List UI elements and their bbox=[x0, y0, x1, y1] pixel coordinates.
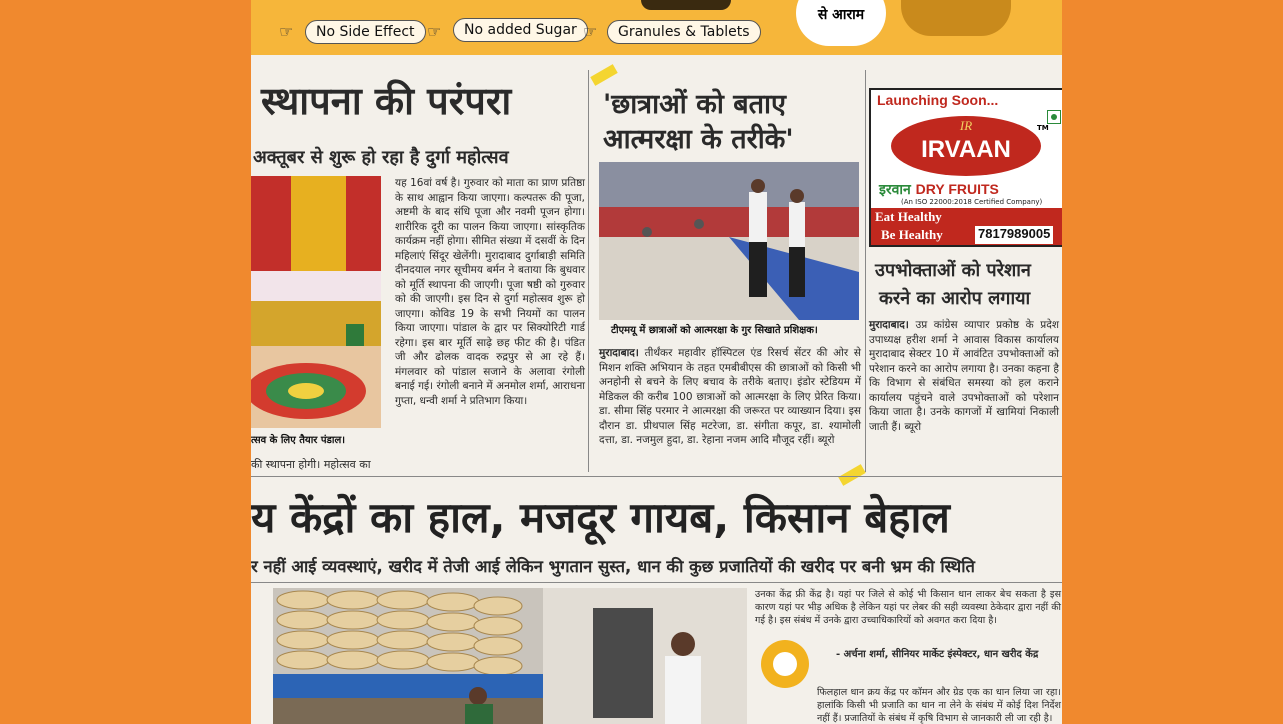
ad-slogan-1: Eat Healthy bbox=[875, 209, 942, 224]
section-divider bbox=[251, 582, 1062, 583]
bottom-body: फिलहाल धान क्रय केंद्र पर कॉमन और ग्रेड एक का धान लिया जा रहा। हालांकि किसी भी प्रजाति का धान ना लेने के संबंध में कोई दिश निर्देश नहीं हैं। प्रजातियों के संबंध में कृषि विभाग से जानकारी ली जा रही है। bbox=[817, 687, 1061, 724]
irvaan-advertisement bbox=[869, 88, 1062, 247]
bottom-quote-attribution: - अर्चना शर्मा, सीनियर मार्केट इंस्पेक्टर, धान खरीद केंद्र bbox=[836, 649, 1039, 660]
right-headline-line1: उपभोक्ताओं को परेशान bbox=[875, 260, 1031, 281]
relief-bubble: से आराम bbox=[796, 0, 886, 46]
ad-iso: (An ISO 22000:2018 Certified Company) bbox=[901, 198, 1043, 206]
bottom-headline: य केंद्रों का हाल, मजदूर गायब, किसान बेहाल bbox=[251, 493, 950, 542]
bottom-subhead: र नहीं आई व्यवस्थाएं, खरीद में तेजी आई लेकिन भुगतान सुस्त, धान की कुछ प्रजातियों की खरीद पर बनी भ्रम की स्थिति bbox=[251, 557, 975, 576]
hand-pointer-icon: ☞ bbox=[279, 22, 294, 41]
benefit-pill: Granules & Tablets bbox=[607, 20, 761, 44]
ad-footer bbox=[871, 208, 1062, 245]
section-divider bbox=[251, 476, 1062, 477]
benefit-pill: No added Sugar bbox=[453, 18, 588, 42]
center-dateline: मुरादाबाद। bbox=[599, 347, 639, 359]
column-divider bbox=[588, 70, 589, 472]
center-body bbox=[599, 346, 861, 448]
brand-logo bbox=[891, 116, 1041, 176]
highlight-marker bbox=[590, 64, 618, 86]
veg-icon bbox=[1047, 110, 1061, 124]
ad-phone: 7817989005 bbox=[975, 226, 1053, 244]
quote-icon bbox=[761, 640, 809, 688]
paddy-procurement-photo bbox=[273, 588, 747, 724]
logo-initials: IR bbox=[959, 118, 973, 133]
highlight-marker bbox=[838, 464, 866, 486]
self-defense-photo bbox=[599, 162, 859, 320]
left-subhead: अक्तूबर से शुरू हो रहा है दुर्गा महोत्सव bbox=[253, 147, 509, 168]
left-column-edge bbox=[251, 590, 267, 724]
benefit-pill: No Side Effect bbox=[305, 20, 426, 44]
pandal-photo bbox=[251, 176, 381, 428]
newspaper-page bbox=[251, 0, 1062, 724]
hand-pointer-icon: ☞ bbox=[583, 22, 598, 41]
right-headline-line2: करने का आरोप लगाया bbox=[879, 288, 1031, 309]
right-body bbox=[869, 318, 1059, 434]
right-body-text: उप्र कांग्रेस व्यापार प्रकोष्ठ के प्रदेश उपाध्यक्ष हरीश शर्मा ने आवास विकास कार्यालय मुरादाबाद सेक्टर 10 में आवंटित उपभोक्ताओं को परेशान करने का आरोप लगाया है। उनका कहना है कि विभाग से संबंधित समस्या को हल कराने कार्यालय पहुंचने वाले उपभोक्ताओं को परेशान किया जाता है। उनके कागजों में खामियां निकाली जाती हैं। ब्यूरो bbox=[869, 319, 1059, 433]
ad-product-line bbox=[879, 180, 999, 199]
hand-pointer-icon: ☞ bbox=[427, 22, 442, 41]
bottom-quote: उनका केंद्र फ्री केंद्र है। यहां पर जिले से कोई भी किसान धान लाकर बेच सकता है इस कारण यहां पर भीड़ अधिक है लेकिन यहां पर लेबर की सही व्यवस्था ठेकेदार द्वारा नहीं की गई है। इस संबंध में उनके द्वारा उच्चाधिकारियों को अवगत करा दिया है। bbox=[755, 589, 1061, 626]
ad-slogan-2: Be Healthy bbox=[881, 227, 943, 242]
brand-name: IRVAAN bbox=[921, 136, 1011, 163]
left-body: यह 16वां वर्ष है। गुरुवार को माता का प्राण प्रतिष्ठा के साथ आह्वान किया जाएगा। कल्पतरू की पूजा, अष्टमी के बाद संधि पूजा और नवमी पूजन होगा। शारीरिक दूरी का पालन किया जाएगा। सांस्कृतिक कार्यक्रम नहीं होगा। सीमित संख्या में दसवीं के दिन महिलाएं सिंदूर खेलेंगी। मुरादाबाद दुर्गाबाड़ी समिति दीनदयाल नगर सूचीमय बर्मन ने बताया कि बुधवार को मूर्ति स्थापना की जाएगी। पूजा षष्ठी को गुरुवार को की जाएगी। इस दिन से दुर्गा महोत्सव शुरू हो जाएगा। कोविड 19 के सभी नियमों का पालन किया जाएगा। पांडाल के द्वार पर सिक्योरिटी गार्ड रहेगा। इस बार मूर्ति साढ़े छह फीट की है। पंडित जी और ढोलक वादक रुद्रपुर से आ रहे हैं। मंगलवार को पांडाल सजाने के अलावा रंगोली बनाई गई। रंगोली बनाने में अनमोल शर्मा, आराधना गुप्ता, धन्वी शर्मा ने प्रतिभाग किया। bbox=[395, 177, 585, 407]
center-headline-line1: 'छात्राओं को बताए bbox=[603, 89, 786, 120]
left-photo-caption: त्सव के लिए तैयार पंडाल। bbox=[251, 435, 346, 446]
center-headline-line2: आत्मरक्षा के तरीके' bbox=[603, 124, 794, 155]
column-divider bbox=[865, 70, 866, 472]
center-photo-caption: टीएमयू में छात्राओं को आत्मरक्षा के गुर सिखाते प्रशिक्षक। bbox=[611, 325, 818, 336]
ad-product: DRY FRUITS bbox=[915, 181, 999, 197]
ad-launching: Launching Soon... bbox=[877, 92, 999, 108]
product-image bbox=[641, 0, 731, 10]
ad-tm: TM bbox=[1037, 124, 1049, 132]
product-image bbox=[901, 0, 1011, 36]
top-advertisement bbox=[251, 0, 1062, 55]
center-body-text: तीर्थंकर महावीर हॉस्पिटल एंड रिसर्च सेंटर की ओर से मिशन शक्ति अभियान के तहत एमबीबीएस की छात्राओं को किसी भी अनहोनी से बचने के लिए बचाव के तरीके बताए। इंडोर स्टेडियम में मेडिकल की करीब 100 छात्राओं को आत्मरक्षा के लिए प्रेरित किया। डा. सीमा सिंह परमार ने आत्मरक्षा की जरूरत पर व्याख्यान दिया। इस दौरान डा. प्रीथपाल सिंह मटरेजा, डा. संगीता कपूर, डा. श्यामोली दत्ता, डा. नजमुल हुदा, डा. रेहाना नजम आदि मौजूद रहीं। ब्यूरो bbox=[599, 347, 861, 446]
left-headline: स्थापना की परंपरा bbox=[261, 79, 512, 123]
left-column-line: की स्थापना होगी। महोत्सव का bbox=[251, 458, 371, 471]
right-dateline: मुरादाबाद। bbox=[869, 319, 909, 331]
ad-hindi-brand: इरवान bbox=[879, 182, 911, 198]
